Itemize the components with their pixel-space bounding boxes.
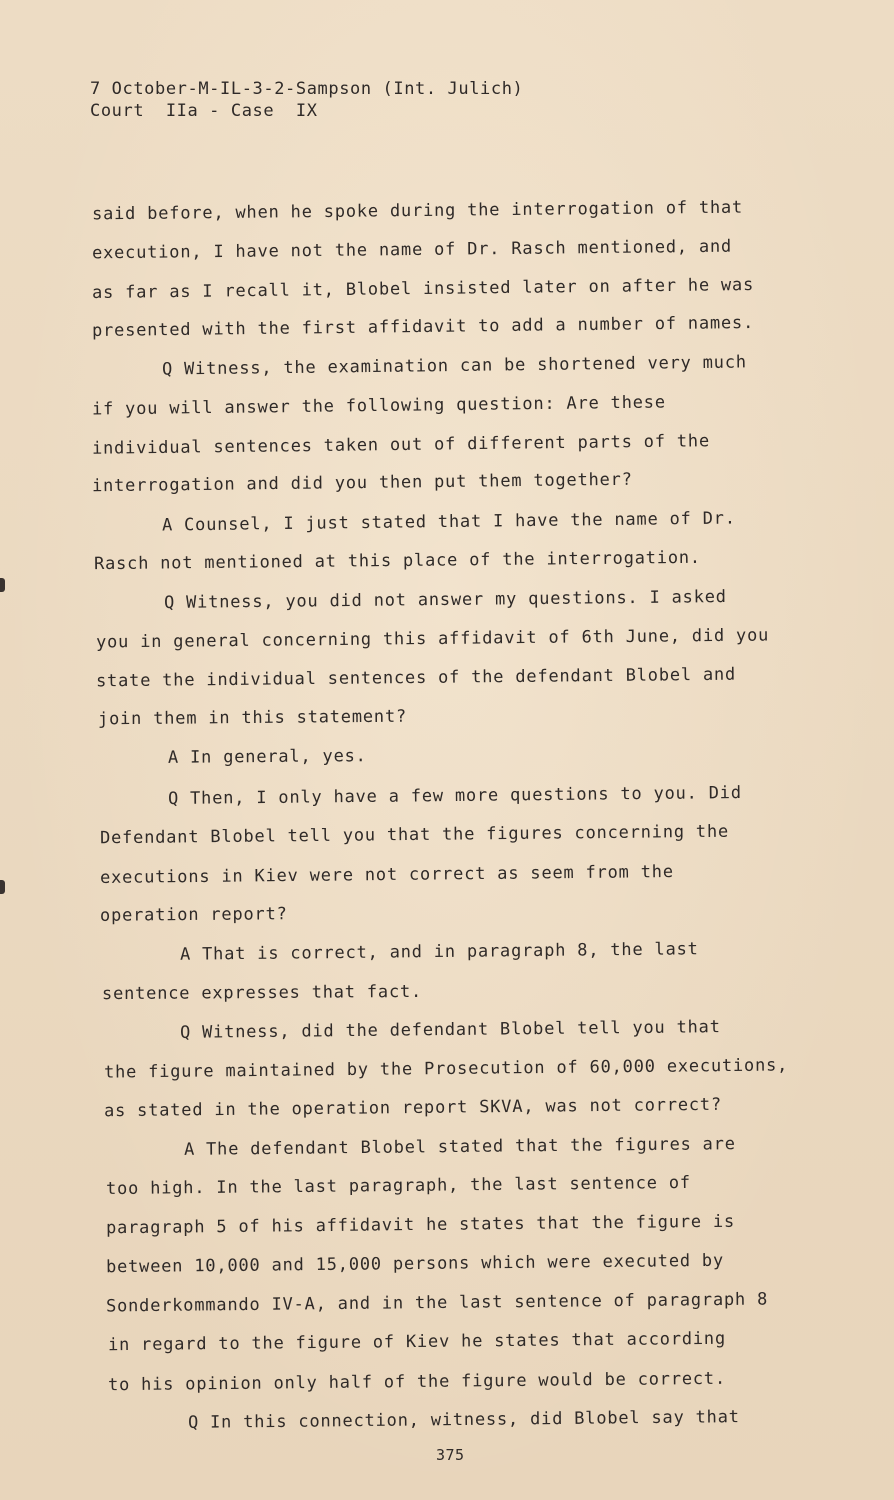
page-number: 375 (436, 1446, 465, 1464)
transcript-line: A The defendant Blobel stated that the figures are (183, 1134, 736, 1160)
transcript-line: in regard to the figure of Kiev he states that according (107, 1328, 727, 1356)
transcript-line: as far as I recall it, Blobel insisted later on after he was (91, 274, 755, 304)
transcript-line: as stated in the operation report SKVA, was not correct? (103, 1094, 723, 1122)
transcript-line: executions in Kiev were not correct as seem from the (99, 861, 674, 889)
transcript-line: Rasch not mentioned at this place of the interrogation. (93, 547, 702, 575)
transcript-line: execution, I have not the name of Dr. Rasch mentioned, and (91, 236, 733, 264)
transcript-line: Defendant Blobel tell you that the figures concerning the (99, 821, 730, 849)
header-line-court-case: Court IIa - Case IX (90, 101, 318, 121)
transcript-line: between 10,000 and 15,000 persons which were executed by (105, 1250, 725, 1278)
transcript-line: Q Witness, did the defendant Blobel tell you that (179, 1017, 721, 1043)
page-edge-mark (0, 578, 5, 592)
transcript-line: presented with the first affidavit to add a number of names. (91, 312, 755, 342)
transcript-line: Q Witness, the examination can be shortened very much (161, 352, 747, 380)
transcript-line: said before, when he spoke during the interrogation of that (91, 197, 744, 225)
transcript-line: paragraph 5 of his affidavit he states that the figure is (105, 1211, 736, 1239)
transcript-line: operation report? (99, 904, 288, 926)
transcript-line: the figure maintained by the Prosecution of 60,000 executions, (103, 1055, 789, 1083)
page-edge-mark (0, 880, 5, 894)
transcript-line: A In general, yes. (167, 746, 367, 768)
header-line-date-session: 7 October-M-IL-3-2-Sampson (Int. Julich) (90, 79, 524, 99)
transcript-line: Q Then, I only have a few more questions to you. Did (167, 782, 742, 810)
transcript-line: if you will answer the following question: Are these (91, 392, 666, 420)
transcript-line: Q Witness, you did not answer my questions. I asked (163, 587, 727, 613)
transcript-line: state the individual sentences of the defendant Blobel and (95, 664, 737, 692)
transcript-line: A That is correct, and in paragraph 8, the last (179, 939, 699, 965)
transcript-line: sentence expresses that fact. (101, 981, 423, 1005)
document-header (90, 78, 523, 122)
transcript-line: Sonderkommando IV-A, and in the last sentence of paragraph 8 (105, 1289, 769, 1317)
transcript-line: A Counsel, I just stated that I have the name of Dr. (161, 508, 736, 536)
transcript-line: to his opinion only half of the figure would be correct. (107, 1368, 727, 1396)
transcript-line: interrogation and did you then put them together? (91, 469, 633, 497)
transcript-line: Q In this connection, witness, did Blobel say that (187, 1407, 740, 1433)
transcript-line: individual sentences taken out of different parts of the (91, 431, 711, 459)
transcript-line: too high. In the last paragraph, the last sentence of (105, 1172, 691, 1200)
transcript-line: join them in this statement? (97, 706, 408, 730)
transcript-line: you in general concerning this affidavit of 6th June, did you (95, 625, 770, 653)
